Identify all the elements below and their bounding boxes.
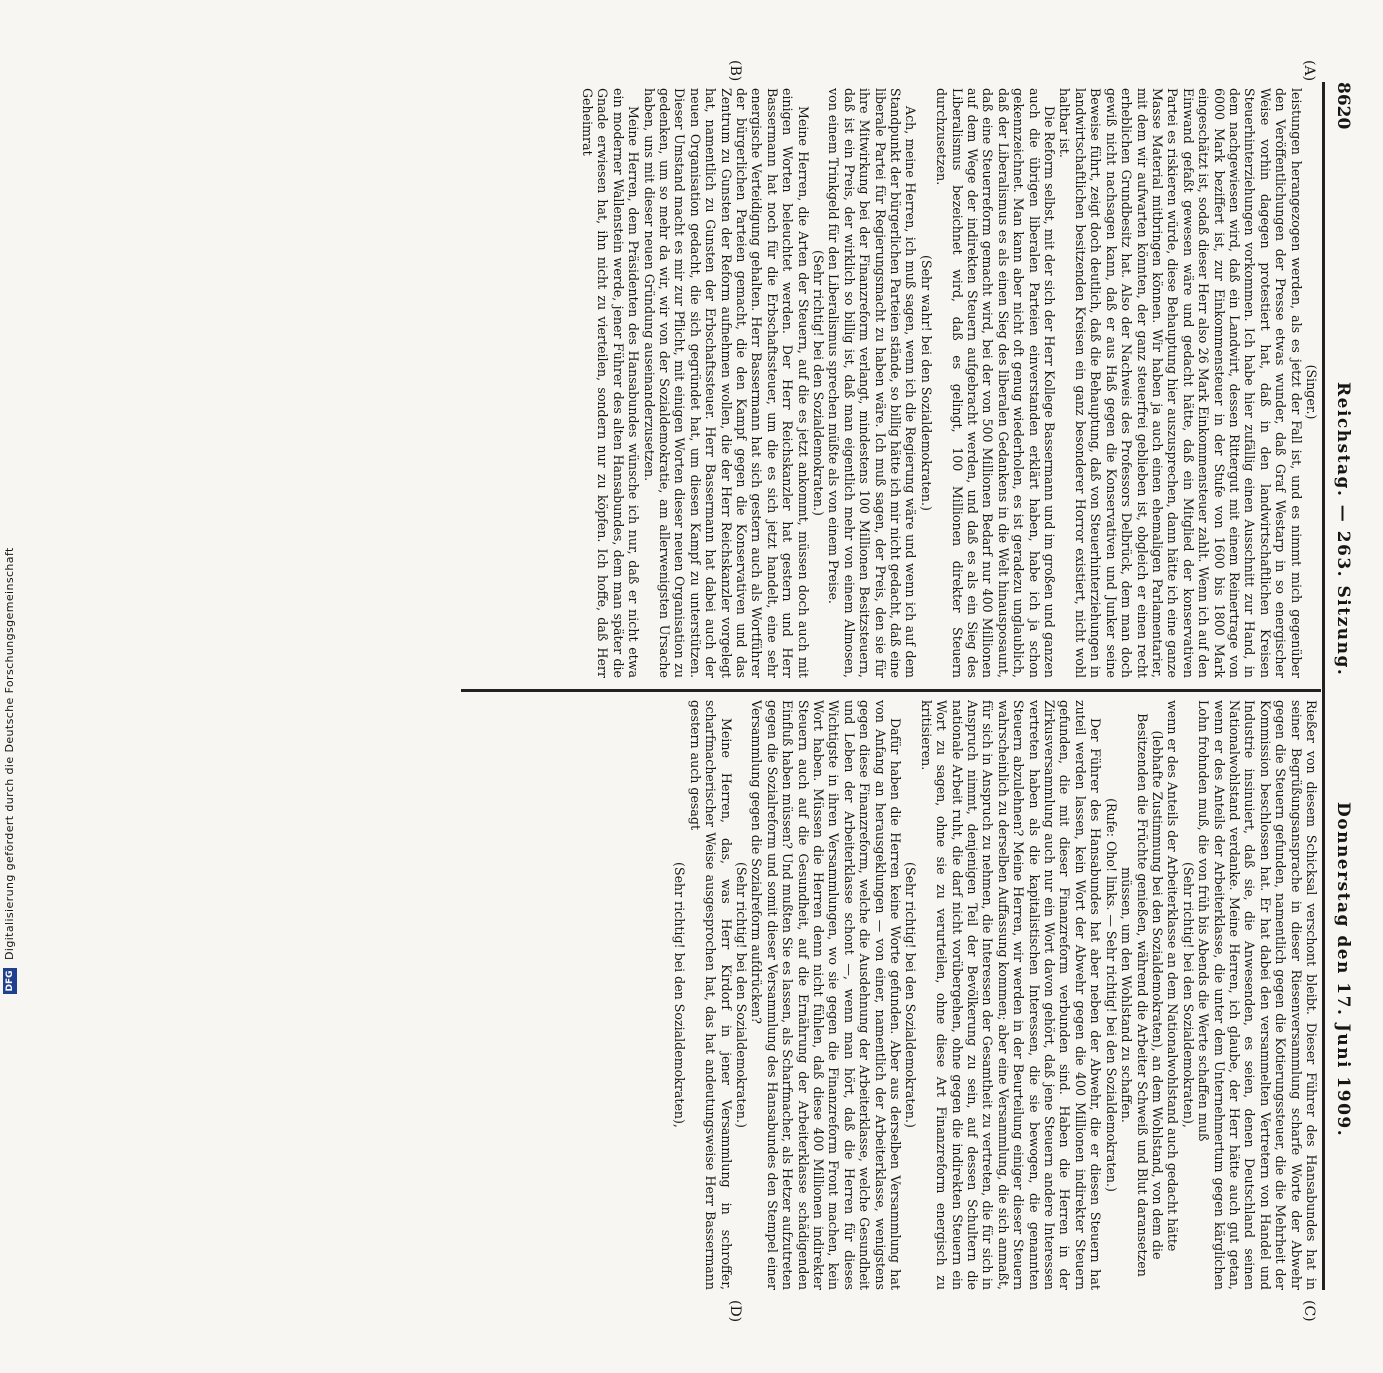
interjection: (Sehr wahr! bei den Sozialdemokraten.) bbox=[918, 255, 934, 511]
paragraph: Meine Herren, die Arten der Steuern, auf die es jetzt ankommt, müssen doch auch mit einigen Worten beleuchtet werden. Der Herr Reichskanzler hat gestern und Herr Bassermann hat noch für die Erbschaftssteuer, um die es sich jetzt handelt, eine sehr energische Verteidigung gehalten. Herr Bassermann hat sich gestern auch als Wortführer der bürgerlichen Parteien gemacht, die den Kampf gegen die Konservativen und das Zentrum zu Gunsten der Reform aufnehmen wollen, die der Herr Reichskanzler vorgelegt hat, namentlich zu Gunsten der Erbschaftssteuer. Herr Bassermann hat dabei auch der neuen Organisation gedacht, die sich gegründet hat, um diesen Kampf zu unterstützen. Dieser Umstand macht es mir zur Pflicht, mit einigen Worten dieser neuen Organisation zu gedenken, um so mehr da wir, wir von der Sozialdemokratie, am allerwenigsten Ursache haben, uns mit dieser neuen Gründung auseinanderzusetzen. bbox=[641, 88, 811, 678]
page-number: 8620 bbox=[1333, 82, 1353, 130]
interjection: (lebhafte Zustimmung bei den Sozialdemokraten), an dem Wohlstand, von dem die Besitzenden die Früchte genießen, während die Arbeiter Schweiß und Blut daransetzen müssen, um den Wohlstand zu schaffen. bbox=[1119, 713, 1165, 1277]
paragraph: Meine Herren, das, was Herr Kirdorf in jener Versammlung in schroffer, scharfmacherischer Weise ausgesprochen hat, das hat andeutungsweise Herr Bassermann gestern auch gesagt bbox=[687, 700, 734, 1290]
interjection: (Sehr richtig! bei den Sozialdemokraten.) bbox=[733, 862, 749, 1128]
header-rule bbox=[1322, 82, 1325, 1290]
paragraph: Ach, meine Herren, ich muß sagen, wenn ich die Regierung wäre und wenn ich auf dem Standpunkt der bürgerlichen Parteien stände, so billig hätte ich mir nicht gedacht, daß eine liberale Partei für Regierungsmacht zu haben wäre. Ich muß sagen, der Preis, den sie für ihre Mitwirkung bei der Finanzreform verlangt, mindestens 100 Millionen Besitzsteuern, daß ist ein Preis, der wirklich so billig ist, daß man eigentlich mehr von einem Almosen, von einem Trinkgeld für den Liberalismus sprechen müßte als von einem Preise. bbox=[826, 88, 919, 678]
margin-marker-a: (A) bbox=[1301, 60, 1317, 82]
interjection: (Sehr richtig! bei den Sozialdemokraten), bbox=[1180, 862, 1196, 1128]
left-column bbox=[459, 88, 1319, 678]
running-head bbox=[1327, 82, 1353, 1322]
credit-text: Digitalisierung gefördert durch die Deutsche Forschungsgemeinschaft bbox=[3, 547, 16, 960]
paragraph: Dafür haben die Herren keine Worte gefunden. Aber aus derselben Versammlung hat von Anfang an herausgeklungen — von einer, namentlich der Arbeiterklasse, wenigstens gegen diese Finanzreform, welche die Ausdehnung der Arbeiterklasse, welche Gesundheit und Leben der Arbeiterklasse schont —, wenn man hört, daß die Herren für dieses Wichtigste in ihren Versammlungen, wo sie gegen die Finanzreform Front machen, kein Wort haben. Müssen die Herren denn nicht fühlen, daß diese 400 Millionen indirekter Steuern auch auf die Gesundheit, auf die Ernährung der Arbeiterklasse schädigenden Einfluß haben müssen? Und mußten Sie es lassen, als Scharfmacher, als Hetzer aufzutreten gegen die Sozialreform und somit dieser Versammlung des Hansabundes den Stempel einer Versammlung gegen die Sozialreform aufdrücken? bbox=[749, 700, 904, 1290]
interjection: (Rufe: Oho! links. — Sehr richtig! bei den Sozialdemokraten.) bbox=[1103, 798, 1119, 1192]
interjection: (Sehr richtig! bei den Sozialdemokraten.) bbox=[903, 862, 919, 1128]
paragraph: Die Reform selbst, mit der sich der Herr Kollege Bassermann und im großen und ganzen auch die übrigen liberalen Parteien einverstanden erklärt haben, habe ich ja schon gekennzeichnet. Man kann aber nicht oft genug wiederholen, es ist geradezu unglaublich, daß der Liberalismus es als einen Sieg des liberalen Gedankens in die Welt hinausposaunt, daß eine Steuerreform gemacht wird, bei der von 500 Millionen Bedarf nur 400 Millionen auf dem Wege der indirekten Steuern aufgebracht werden, und daß es als ein Sieg des Liberalismus bezeichnet wird, daß es gelingt, 100 Millionen direkter Steuern durchzusetzen. bbox=[934, 88, 1058, 678]
interjection: (Sehr richtig! bei den Sozialdemokraten), bbox=[672, 862, 688, 1128]
session-title: Reichstag. — 263. Sitzung. bbox=[1333, 382, 1353, 677]
paragraph: leistungen herangezogen werden, als es jetzt der Fall ist, und es nimmt mich gegenüber den Veröffentlichungen der Presse etwas wunder, daß Graf Westarp in so energischer Weise vorhin dagegen protestiert hat, daß in den landwirtschaftlichen Kreisen Steuerhinterziehungen vorkommen. Ich habe hier zufällig einen Ausschnitt zur Hand, in dem nachgewiesen wird, daß ein Landwirt, dessen Rittergut mit einem Reinertrage von 6000 Mark beziffert ist, zur Einkommensteuer in der Stufe von 1600 bis 1800 Mark eingeschätzt ist, sodaß dieser Herr also 26 Mark Einkommensteuer zahlt. Wenn ich auf den Einwand gefaßt gewesen wäre und gedacht hätte, daß ein Mitglied der konservativen Partei es riskieren würde, diese Behauptung hier auszusprechen, dann hätte ich eine ganze Masse Material mitbringen können. Wir haben ja auch einen ehemaligen Parlamentarier, mit dem wir aufwarten könnten, der ganz steuerfrei geblieben ist, obgleich er einen recht erheblichen Grundbesitz hat. Also der Nachweis des Professors Delbrück, dem man doch gewiß nicht nachsagen kann, daß er aus Haß gegen die Konservativen und Junker seine Beweise führt, zeigt doch deutlich, daß die Behauptung, daß von Steuerhinterziehungen in landwirtschaftlichen besitzenden Kreisen ein ganz besonderer Horror existiert, nicht wohl haltbar ist. bbox=[1057, 88, 1304, 678]
margin-marker-d: (D) bbox=[727, 1300, 743, 1323]
right-column bbox=[459, 700, 1319, 1290]
paragraph: Rießer von diesem Schicksal verschont bleibt. Dieser Führer des Hansabundes hat in seiner Begrüßungsansprache in dieser Riesenversammlung scharfe Worte der Abwehr gegen die Steuern gefunden, namentlich gegen die Kotierungssteuer, die die Mehrheit der Kommission beschlossen hat. Er hat dabei den versammelten Vertretern von Handel und Industrie insinuiert, daß sie, die Anwesenden, es seien, denen Deutschland seinen Nationalwohlstand verdanke. Meine Herren, ich glaube, der Herr hätte auch gut getan, wenn er des Anteils der Arbeiterklasse, die unter dem Unternehmertum gegen kärglichen Lohn frohnden muß, die von früh bis Abends die Werte schaffen muß bbox=[1196, 700, 1319, 1290]
interjection: (Sehr richtig! bei den Sozialdemokraten.) bbox=[811, 250, 826, 516]
session-date: Donnerstag den 17. Juni 1909. bbox=[1333, 802, 1353, 1138]
speaker-name: (Singer.) bbox=[1304, 364, 1319, 420]
dfg-logo: DFG bbox=[3, 968, 17, 994]
margin-marker-c: (C) bbox=[1301, 1300, 1317, 1322]
margin-marker-b: (B) bbox=[727, 60, 743, 82]
paragraph: Meine Herren, dem Präsidenten des Hansabundes wünsche ich nur, daß er nicht etwa ein moderner Wallenstein werde, jener Führer des alten Hansabundes, dem man später die Gnade erwiesen hat, ihn nicht zu vierteilen, sondern nur zu köpfen. Ich hoffe, daß Herr Geheimrat bbox=[579, 88, 642, 678]
column-divider bbox=[461, 689, 1321, 692]
paragraph: Der Führer des Hansabundes hat aber neben der Abwehr, die er diesen Steuern hat zuteil werden lassen, kein Wort der Abwehr gegen die 400 Millionen indirekter Steuern gefunden, die mit dieser Finanzreform verbunden sind. Haben die Herren in der Zirkusversammlung auch nur ein Wort davon gehört, daß jene Steuern andere Interessen vertreten haben als die kapitalistischen Interessen, die sie bewogen, die genannten Steuern abzulehnen? Meine Herren, wir werden in der Beurteilung einiger dieser Steuern wahrscheinlich zu derselben Auffassung kommen; aber eine Versammlung, die sich anmaßt, für sich in Anspruch zu nehmen, die Interessen der Gesamtheit zu vertreten, die für sich in Anspruch nimmt, denjenigen Teil der Bevölkerung zu sein, auf dessen Schultern die nationale Arbeit ruht, die darf nicht vorübergehen, ohne gegen die indirekten Steuern ein Wort zu sagen, ohne sie zu verurteilen, ohne diese Art Finanzreform energisch zu kritisieren. bbox=[918, 700, 1104, 1290]
paragraph: wenn er des Anteils der Arbeiterklasse an dem Nationalwohlstand auch gedacht hätte bbox=[1165, 700, 1181, 1252]
digitization-credit bbox=[0, 0, 22, 1000]
